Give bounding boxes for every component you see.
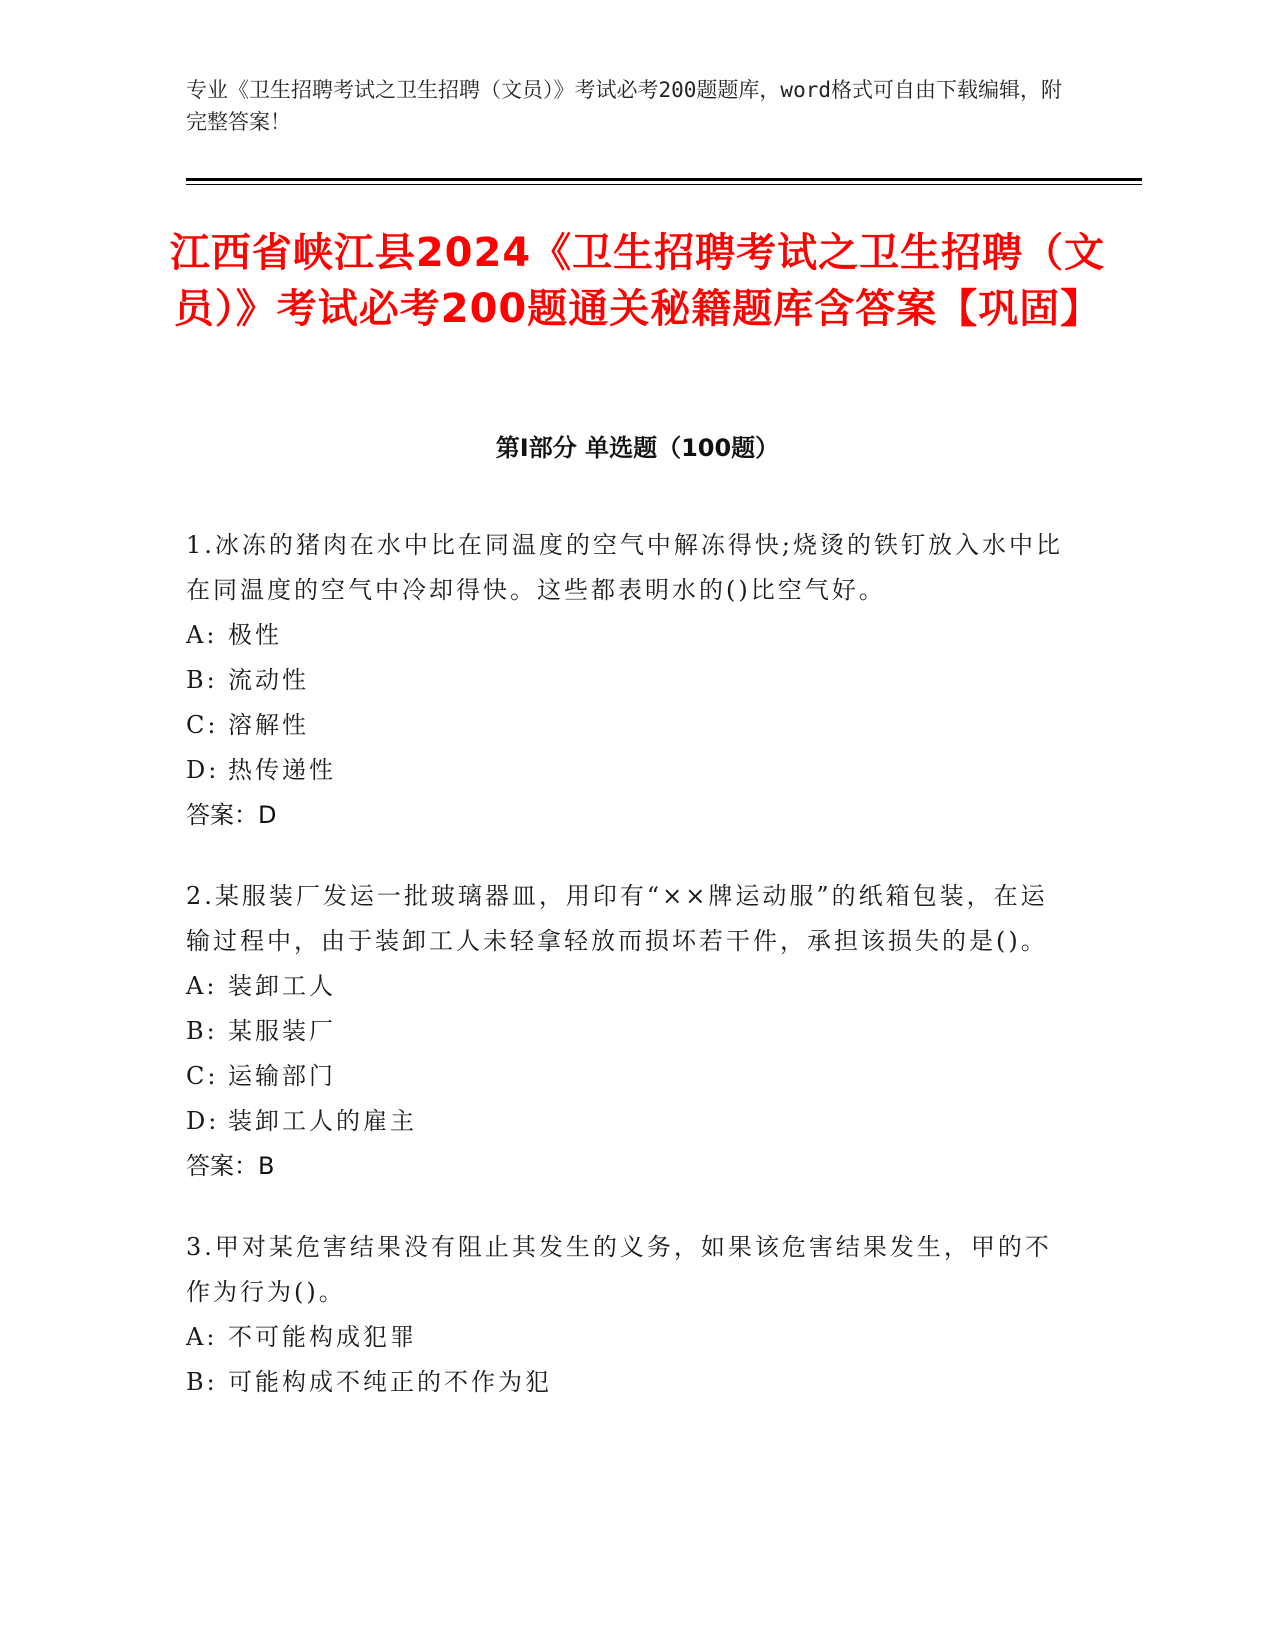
option-text: 运输部门 [228, 1062, 336, 1090]
document-title: 江西省峡江县2024《卫生招聘考试之卫生招聘（文员）》考试必考200题通关秘籍题库含答案【巩固】 [169, 230, 1106, 332]
option-text: 装卸工人的雇主 [228, 1107, 417, 1135]
option-a [186, 613, 1066, 658]
question-3 [186, 1225, 1066, 1405]
answer: 答案：D [186, 801, 277, 829]
option-a [186, 964, 1066, 1009]
header-rule-thick [186, 178, 1142, 181]
option-letter: A: [186, 1323, 218, 1351]
option-text: 可能构成不纯正的不作为犯 [228, 1368, 552, 1396]
option-text: 极性 [228, 621, 282, 649]
option-b [186, 1009, 1066, 1054]
option-letter: C: [186, 711, 219, 739]
option-letter: B: [186, 1017, 218, 1045]
question-stem: 1.冰冻的猪肉在水中比在同温度的空气中解冻得快;烧烫的铁钉放入水中比在同温度的空气中冷却得快。这些都表明水的()比空气好。 [186, 531, 1063, 604]
option-b [186, 658, 1066, 703]
option-c [186, 1054, 1066, 1099]
option-text: 某服装厂 [228, 1017, 336, 1045]
option-d [186, 748, 1066, 793]
option-letter: A: [186, 621, 218, 649]
option-letter: B: [186, 1368, 218, 1396]
option-text: 流动性 [228, 666, 309, 694]
option-letter: D: [186, 1107, 220, 1135]
option-b [186, 1360, 1066, 1405]
answer: 答案：B [186, 1152, 275, 1180]
question-list [186, 523, 1066, 1441]
option-letter: D: [186, 756, 220, 784]
header-rule-thin [186, 184, 1142, 185]
option-a [186, 1315, 1066, 1360]
option-text: 装卸工人 [228, 972, 336, 1000]
option-letter: B: [186, 666, 218, 694]
option-d [186, 1099, 1066, 1144]
option-letter: C: [186, 1062, 219, 1090]
question-2 [186, 874, 1066, 1189]
question-1 [186, 523, 1066, 838]
question-stem: 3.甲对某危害结果没有阻止其发生的义务，如果该危害结果发生，甲的不作为行为()。 [186, 1233, 1052, 1306]
option-text: 溶解性 [228, 711, 309, 739]
option-letter: A: [186, 972, 218, 1000]
section-heading: 第Ⅰ部分 单选题（100题） [495, 434, 780, 462]
header-note: 专业《卫生招聘考试之卫生招聘（文员）》考试必考200题题库，word格式可自由下载编辑，附完整答案！ [186, 78, 1062, 134]
question-stem: 2.某服装厂发运一批玻璃器皿，用印有“××牌运动服”的纸箱包装，在运输过程中，由于装卸工人未轻拿轻放而损坏若干件，承担该损失的是()。 [186, 882, 1048, 955]
option-c [186, 703, 1066, 748]
option-text: 热传递性 [228, 756, 336, 784]
option-text: 不可能构成犯罪 [228, 1323, 417, 1351]
